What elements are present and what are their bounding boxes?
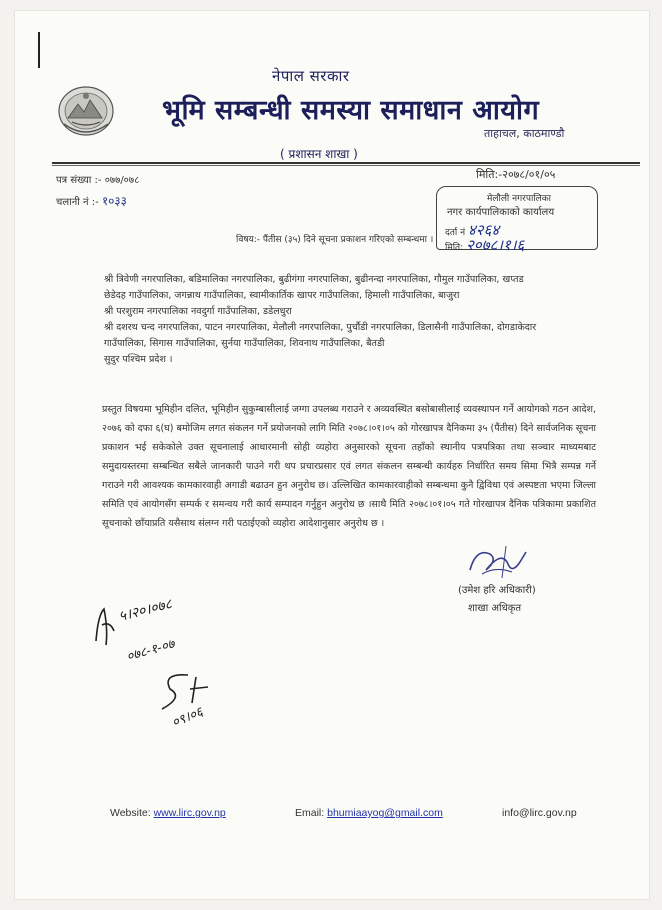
footer-info-email: info@lirc.gov.np bbox=[502, 807, 577, 819]
margin-mark bbox=[38, 32, 40, 68]
footer-website bbox=[110, 807, 226, 819]
stamp-date bbox=[445, 235, 524, 255]
stamp-date-label: मिति: bbox=[445, 243, 464, 253]
addressee-line: छेडेदह गाउँपालिका, जगन्नाथ गाउँपालिका, स्वामीकार्तिक खापर गाउँपालिका, हिमाली गाउँपालिका, बाजुरा bbox=[104, 290, 460, 301]
footer-email bbox=[295, 807, 443, 819]
addressee-line: श्री त्रिवेणी नगरपालिका, बडिमालिका नगरपालिका, बुढीगंगा नगरपालिका, बुढीनन्दा नगरपालिका, गौमुल गाउँपालिका, खप्तड bbox=[104, 274, 524, 285]
letter-page bbox=[14, 10, 650, 900]
signature-scribble-icon bbox=[462, 540, 532, 582]
stamp-line-municipality: मेलौली नगरपालिका bbox=[487, 194, 551, 204]
handwritten-note bbox=[92, 585, 232, 735]
government-name: नेपाल सरकार bbox=[272, 67, 350, 85]
email-label: Email: bbox=[295, 807, 325, 819]
stamp-line-office: नगर कार्यपालिकाको कार्यालय bbox=[447, 207, 555, 218]
reference-number: पत्र संख्या :- ०७७/०७८ bbox=[56, 175, 140, 186]
letter-body: प्रस्तुत विषयमा भूमिहीन दलित, भूमिहीन सुकुम्बासीलाई जग्गा उपलब्ध गराउने र अव्यवस्थित बसोबासीलाई व्यवस्थापन गर्ने आयोगको गठन आदेश, २०७६ को दफा ६(घ) बमोजिम लगत संकलन गर्ने प्रयोजनको लागि मिति २०७८।०१।०५ को गोरखापत्र दैनिकमा ३५ (पैंतीस) दिने सार्वजनिक सूचना प्रकाशन भई सकेकोले उक्त सूचनालाई आधारमानी सोही व्यहोरा अनुसारको सूचना तहाँको स्थानीय पत्रपत्रिका तथा सञ्चार माध्यमबाट समुदायस्तरमा सम्बन्धित सबैले जानकारी पाउने गरी थप प्रचारप्रसार एवं लगत संकलन सम्बन्धी कार्यहरु निर्धारित समय सिमा भित्रै सम्पन्न गर्ने गराउने गरी आवश्यक कामकारवाही अगाडी बढाउन हुन अनुरोध छ। उल्लिखित कामकारवाहीको सम्बन्धमा कुनै द्विविधा एवं अस्पष्टता भएमा जिल्ला समिति एवं आयोगसँग सम्पर्क र समन्वय गरी कार्य सम्पादन गर्नुहुन अनुरोध छ ।साथै मिति २०७८।०१।०५ गते गोरखापत्र दैनिक पत्रिकामा प्रकाशित सूचनाको छाँयाप्रति यसैसाथ संलग्न गरी पठाईएको व्यहोरा आदेशानुसार अनुरोध छ । bbox=[102, 404, 596, 529]
header-divider-thin bbox=[52, 165, 640, 166]
addressee-line: गाउँपालिका, सिगास गाउँपालिका, सुर्नया गाउँपालिका, शिवनाथ गाउँपालिका, बैतडी bbox=[104, 338, 385, 349]
nepal-emblem-icon bbox=[56, 84, 116, 138]
stamp-darta-value: ४२६४ bbox=[467, 221, 500, 239]
note-date-1: ५।२०।०७८ bbox=[117, 596, 174, 625]
stamp-date-value: २०७८।१।६ bbox=[466, 236, 525, 254]
dispatch-label: चलानी नं :- bbox=[56, 197, 99, 208]
website-link[interactable]: www.lirc.gov.np bbox=[153, 807, 226, 819]
addressee-line: सुदुर पश्चिम प्रदेश । bbox=[104, 354, 173, 365]
dispatch-number bbox=[56, 192, 127, 209]
stamp-darta-label: दर्ता नं bbox=[445, 228, 466, 238]
initials-scribble-icon bbox=[162, 675, 208, 709]
note-date-2: ०७८-१-०७ bbox=[124, 636, 177, 665]
organization-title: भूमि सम्बन्धी समस्या समाधान आयोग bbox=[162, 95, 540, 126]
email-link[interactable]: bhumiaayog@gmail.com bbox=[327, 807, 443, 819]
addressee-line: श्री परशुराम नगरपालिका नवदुर्गा गाउँपालिका, डडेलधुरा bbox=[104, 306, 292, 317]
letter-subject: विषय:- पैंतीस (३५) दिने सूचना प्रकाशन गरिएको सम्बन्धमा । bbox=[236, 235, 434, 245]
note-date-3: ०९।०६ bbox=[169, 704, 206, 731]
dispatch-value: १०३३ bbox=[101, 194, 127, 208]
signer-name: (उमेश हरि अधिकारी) bbox=[458, 585, 536, 596]
signer-title: शाखा अधिकृत bbox=[468, 603, 522, 614]
receipt-stamp bbox=[436, 186, 598, 254]
letter-date: मिति:-२०७८/०१/०५ bbox=[476, 168, 556, 181]
initials-scribble-icon bbox=[96, 609, 114, 645]
addressee-line: श्री दशरथ चन्द नगरपालिका, पाटन नगरपालिका, मेलौली नगरपालिका, पुर्चौडी नगरपालिका, डिलासैनी गाउँपालिका, दोगडाकेदार bbox=[104, 322, 537, 333]
office-location: ताहाचल, काठमाण्डौ bbox=[484, 127, 565, 140]
header-divider bbox=[52, 162, 640, 164]
website-label: Website: bbox=[110, 807, 151, 819]
section-label: ( प्रशासन शाखा ) bbox=[280, 147, 358, 161]
